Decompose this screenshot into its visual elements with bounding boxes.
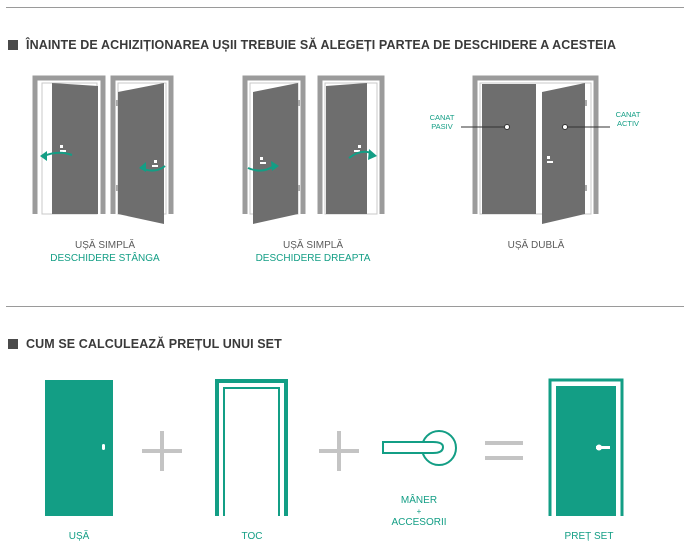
- plus-caption: +: [416, 507, 422, 516]
- section2-title: CUM SE CALCULEAZĂ PREȚUL UNUI SET: [26, 337, 282, 351]
- door-left-closed-illustration: [35, 78, 103, 214]
- middle-divider: [6, 306, 684, 307]
- plus-sign-icon: [319, 431, 359, 471]
- active-leaf-dot: [563, 125, 568, 130]
- double-door-illustration: [475, 78, 596, 224]
- bullet-square-icon: [8, 339, 18, 349]
- door-right-open-illustration: [245, 78, 303, 224]
- option-double-type: UȘĂ DUBLĂ: [507, 240, 565, 251]
- door-caption: UȘĂ: [68, 531, 90, 542]
- section-heading-price: [8, 337, 282, 351]
- door-handle-icon: [383, 431, 456, 465]
- passive-leaf-dot: [505, 125, 510, 130]
- option-right-type: UȘĂ SIMPLĂ: [282, 240, 344, 251]
- door-left-open-illustration: [113, 78, 171, 224]
- handle-accessories-caption: [391, 495, 446, 528]
- option-right-opening: DESCHIDERE DREAPTA: [255, 253, 371, 264]
- section1-title: ÎNAINTE DE ACHIZIȚIONAREA UȘII TREBUIE SĂ ALEGEȚI PARTEA DE DESCHIDERE A ACESTEIA: [26, 38, 617, 52]
- option-left-type: UȘĂ SIMPLĂ: [74, 240, 136, 251]
- option-left-caption: [50, 239, 159, 265]
- door-leaf-icon: [45, 380, 113, 516]
- door-frame-icon: [217, 381, 286, 516]
- handle-caption: MÂNER: [400, 495, 438, 506]
- door-right-closed-illustration: [320, 78, 382, 214]
- plus-sign-icon: [142, 431, 182, 471]
- option-double-caption: [508, 239, 565, 252]
- option-left-opening: DESCHIDERE STÂNGA: [50, 253, 160, 264]
- frame-caption: TOC: [241, 531, 263, 542]
- equals-sign-icon: [485, 441, 523, 460]
- option-right-caption: [256, 239, 371, 265]
- active-leaf-label: CANAT ACTIV: [615, 110, 641, 128]
- accessories-caption: ACCESORII: [391, 517, 447, 528]
- door-set-icon: [550, 380, 622, 516]
- passive-leaf-label: CANAT PASIV: [429, 113, 455, 131]
- result-caption: PREȚ SET: [564, 531, 614, 542]
